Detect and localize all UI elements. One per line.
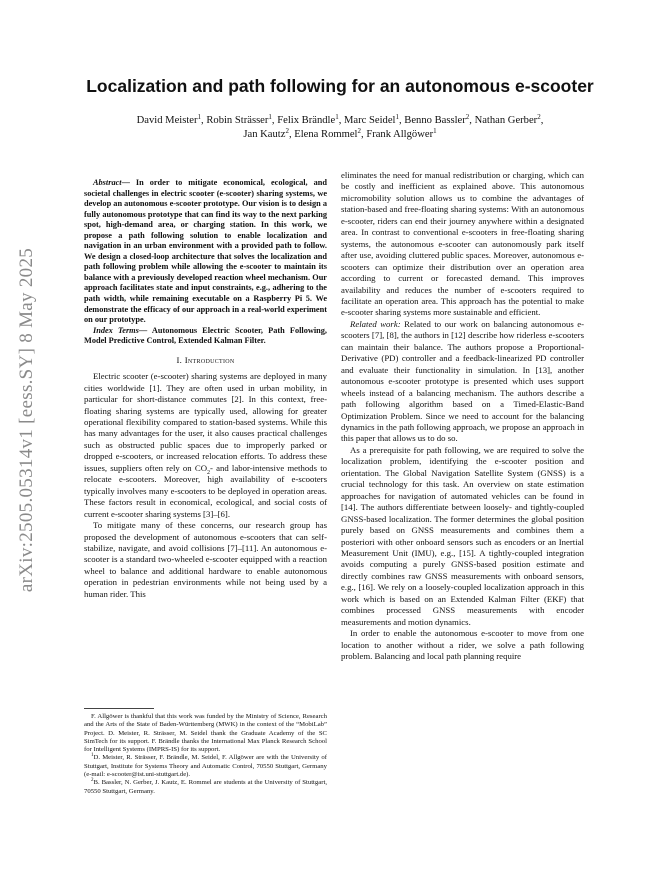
right-paragraph-3: As a prerequisite for path following, we are required to solve the localization problem, identifying the e-scooter position and orientation. The Global Navigation Satellite System (GNSS) is a crucial technology for this task. An overview on state estimation approaches for navigation of automated vehicles can be found in [14]. The authors differentiate between loosely- and tightly-coupled GNSS-based localization. The former determines the global position purely based on GNSS measurements and combines them a posteriori with other onboard sensors such as encoders or an Inertial Measurement Unit (IMU), e.g., [15]. A tightly-coupled integration avoids computing a purely GNSS-based position estimate and directly combines raw GNSS measurements with onboard sensors, e.g., [16]. We rely on a loosely-coupled localization approach in this work which is based on an Extended Kalman Filter (EKF) that combines processed GNSS measurements with encoder measurements and motion dynamics. xyxy=(341,444,584,627)
author-affiliation: 2 xyxy=(357,126,362,135)
author-affiliation: 1 xyxy=(197,113,202,121)
intro-paragraph-2: To mitigate many of these concerns, our research group has proposed the development of autonomous e-scooters that can self-stabilize, navigate, and avoid collisions [7]–[11]. An autonomous e-scooter is a standard two-wheeled e-scooter equipped with a reaction wheel to balance and additional hardware to enable autonomous operation in pedestrian environments while not being used by a human rider. This xyxy=(84,520,327,599)
footnote-affiliation-1 xyxy=(84,754,327,779)
author-affiliation: 1 xyxy=(395,113,399,121)
author-affiliation: 1 xyxy=(433,126,437,135)
abstract: Abstract— In order to mitigate economical, ecological, and societal challenges in electric scooter (e-scooter) sharing systems, we develop an autonomous e-scooter prototype. Our vision is to design a fully autonomous prototype that can find its way to the next parking spot, high-demand area, or charging station. In this work, we propose a path following solution to enable localization and navigation in an urban environment with a provided path to follow. We design a closed-loop architecture that solves the localization and path following problem while allowing the e-scooter to maintain its balance with a previously developed reaction wheel mechanism. Our approach facilitates state and input constraints, e.g., adhering to the path width, while remaining executable on a Raspberry Pi 5. We demonstrate the efficacy of our approach in a real-world experiment on our prototype. xyxy=(84,178,327,325)
author-name: Felix Brändle xyxy=(277,115,336,126)
author-name: Marc Seidel xyxy=(343,115,396,126)
paragraph-text: - and labor-intensive methods to relocate e-scooters. Moreover, high availability of e-scooters typically involves many e-scooters to be deployed in operation areas. These factors result in economical, ecological, and social costs of current e-scooter sharing systems [3]–[6]. xyxy=(84,462,327,519)
author-name: Elena Rommel xyxy=(294,128,358,140)
author-name: Nathan Gerber xyxy=(474,115,538,126)
author-list: David Meister$^1$, Robin Strässer$^1$, Felix Brändle$^1$, Marc Seidel$^1$, Benno Bassler$^2$, Nathan Gerber$^2$, Jan Kautz$^2$, Elena Rommel$^2$, Frank Allgöwer$^1$ xyxy=(136,113,544,140)
author-affiliation: 1 xyxy=(268,113,272,121)
footnote-divider xyxy=(84,708,154,709)
index-terms: Index Terms— Autonomous Electric Scooter, Path Following, Model Predictive Control, Extended Kalman Filter. xyxy=(84,325,327,346)
author-affiliation: 2 xyxy=(285,126,289,135)
footnote-text: D. Meister, R. Strässer, F. Brändle, M. Seidel, F. Allgöwer are with the University of Stuttgart, Institute for Systems Theory and Automatic Control, 70550 Stuttgart, Germany (e-mail: e-scooter@ist.uni-stuttgart.de). xyxy=(84,754,327,779)
footnote-text: B. Bassler, N. Gerber, J. Kautz, E. Rommel are students at the University of Stuttgart, 70550 Stuttgart, Germany. xyxy=(84,779,327,795)
author-affiliation: 1 xyxy=(335,113,339,121)
author-name: Jan Kautz xyxy=(243,128,286,140)
index-terms-text: Autonomous Electric Scooter, Path Following, Model Predictive Control, Extended Kalman Filter. xyxy=(84,325,327,346)
section-numeral: I. xyxy=(176,354,183,365)
footnote-marker: 2 xyxy=(91,778,94,784)
index-terms-label: Index Terms xyxy=(93,325,139,335)
author-name: Robin Strässer xyxy=(206,115,269,126)
right-column xyxy=(341,170,584,662)
paper-title: Localization and path following for an autonomous e-scooter xyxy=(86,76,594,96)
section-heading-introduction xyxy=(84,355,327,366)
footnote-funding: F. Allgöwer is thankful that this work was funded by the Ministry of Science, Research and the Arts of the State of Baden-Württemberg (MWK) in the context of the “MobiLab” Project. D. Meister, R. Strässer, M. Seidel thank the Graduate Academy of the SC SimTech for its support. F. Brändle thanks the International Max Planck Research School for Intelligent Systems (IMPRS-IS) for its support. xyxy=(84,713,327,754)
intro-paragraph-1 xyxy=(84,371,327,520)
abstract-text: In order to mitigate economical, ecological, and societal challenges in electric scooter (e-scooter) sharing systems, we develop an autonomous e-scooter prototype. Our vision is to design a fully autonomous prototype that can find its way to the next parking spot, high-demand area, or charging station. In this work, we propose a path following solution to enable localization and navigation in an urban environment with a provided path to follow. We design a closed-loop architecture that solves the localization and path following problem while allowing the e-scooter to maintain its balance with a previously developed reaction wheel mechanism. Our approach facilitates state and input constraints, e.g., adhering to the path width, while remaining executable on a Raspberry Pi 5. We demonstrate the efficacy of our approach in a real-world experiment on our prototype. xyxy=(84,178,327,325)
left-column xyxy=(84,178,327,600)
footnotes xyxy=(84,713,327,796)
subscript: 2 xyxy=(207,469,211,476)
related-work-label: Related work: xyxy=(350,318,401,329)
right-paragraph-4: In order to enable the autonomous e-scooter to move from one location to another without a rider, we solve a path following problem. Balancing and local path planning require xyxy=(341,628,584,662)
author-affiliation: 2 xyxy=(465,113,470,121)
arxiv-stamp[interactable] xyxy=(17,170,37,670)
arxiv-identifier: arXiv:2505.05314v1 [eess.SY] 8 May 2025 xyxy=(16,247,37,593)
related-work-paragraph xyxy=(341,319,584,445)
author-name: Benno Bassler xyxy=(404,115,466,126)
author-name: David Meister xyxy=(136,115,198,126)
footnote-affiliation-2 xyxy=(84,779,327,796)
paragraph-text: Electric scooter (e-scooter) sharing systems are deployed in many cities worldwide [1]. They are often used in urban mobility, in particular for short-distance commutes [2]. In this context, free-floating sharing systems are typically used, allowing for greater operational flexibility compared to station-based systems. While this has many advantages for the user, it also causes practical challenges such as obstructed public spaces due to improperly parked or dropped e-scooters, or increased relocation efforts. To address these issues, suppliers often rely on CO xyxy=(84,371,327,473)
right-paragraph-1: eliminates the need for manual redistribution or charging, which can be costly and inefficient as explained above. This autonomous micromobility solution allows us to combine the advantages of station-based and free-floating sharing systems: With an autonomous e-scooter, riders can end their journey anywhere within a designated area. In contrast to conventional e-scooters in free-floating sharing systems, the autonomous e-scooter can autonomously park itself after use, avoiding cluttered public spaces. Moreover, autonomous e-scooters can optimize their distribution over an operation area according to current or forecasted demand. This improves availability and reduces the number of e-scooters required to facilitate an operation area. This approach has the potential to make e-scooter sharing systems more sustainable and efficient. xyxy=(341,170,584,318)
footnote-marker: 1 xyxy=(91,753,94,759)
author-name: Frank Allgöwer xyxy=(366,128,434,140)
author-affiliation: 2 xyxy=(537,113,541,121)
section-title: Introduction xyxy=(184,354,235,365)
paragraph-text: Related to our work on balancing autonomous e-scooters [7], [8], the authors in [12] describe how riderless e-scooters can maintain their balance. The authors propose a Proportional-Derivative (PD) controller and a feedback-linearized PD controller and evaluate their functionality in simulation. In [13], another autonomous e-scooter prototype is presented which uses support wheels instead of a balancing mechanism. The authors describe a path following algorithm based on a Timed-Elastic-Band Optimization Problem. Since we need to account for the balancing dynamics in the path following approach, we propose an approach in this paper that allows us to do so. xyxy=(341,318,585,444)
abstract-label: Abstract xyxy=(93,178,122,187)
